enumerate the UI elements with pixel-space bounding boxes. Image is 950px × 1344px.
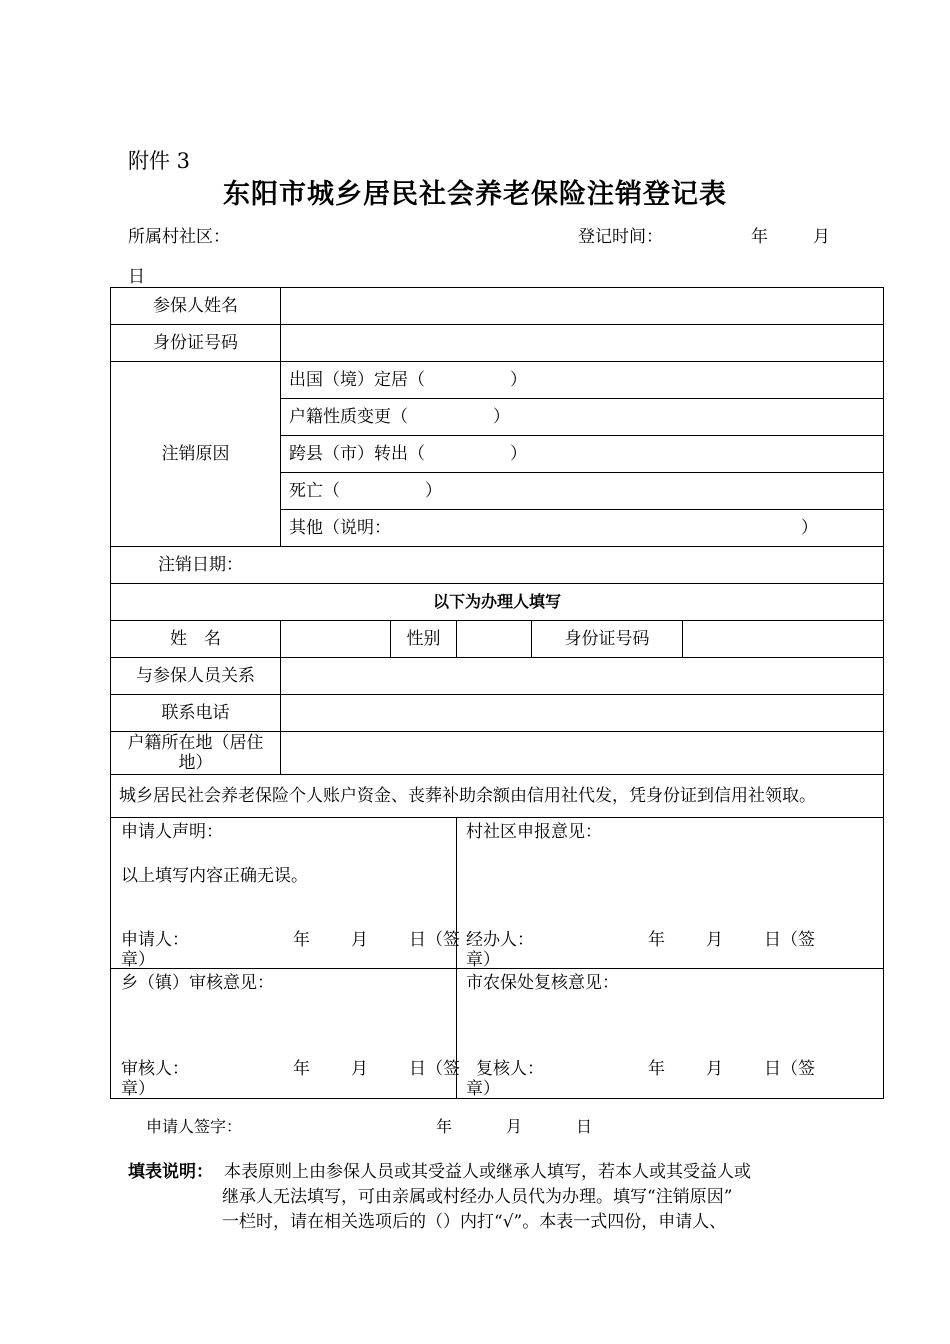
applicant-declaration-label: 申请人声明： xyxy=(121,822,223,842)
insured-id-label: 身份证号码 xyxy=(111,325,281,362)
instructions-line-3: 一栏时，请在相关选项后的（）内打“√”。本表一式四份，申请人、 xyxy=(222,1212,727,1232)
rechecker-day-seal: 日（签 xyxy=(764,1059,815,1079)
relation-label: 与参保人员关系 xyxy=(111,658,281,695)
phone-field[interactable] xyxy=(281,695,884,732)
signature-day: 日 xyxy=(576,1117,593,1136)
applicant-day-seal: 日（签 xyxy=(409,930,460,950)
registration-day: 日 xyxy=(128,267,145,287)
applicant-year: 年 xyxy=(293,930,310,950)
reviewer-year: 年 xyxy=(293,1059,310,1079)
applicant-month: 月 xyxy=(351,930,368,950)
township-opinion-label: 乡（镇）审核意见： xyxy=(121,973,274,993)
instructions-label: 填表说明： xyxy=(128,1162,213,1182)
agent-section-header: 以下为办理人填写 xyxy=(111,584,884,621)
reviewer-month: 月 xyxy=(351,1059,368,1079)
instructions-line-2: 继承人无法填写，可由亲属或村经办人员代为办理。填写“注销原因” xyxy=(222,1187,733,1207)
community-opinion-cell[interactable] xyxy=(457,818,884,969)
reviewer-sign-label: 审核人： xyxy=(121,1059,189,1079)
registration-form-table xyxy=(110,287,884,1099)
handler-seal-end: 章） xyxy=(466,950,500,970)
handler-day-seal: 日（签 xyxy=(764,930,815,950)
registration-month: 月 xyxy=(813,227,830,247)
reason-option-emigration[interactable]: 出国（境）定居（ ） xyxy=(281,362,884,399)
form-title: 东阳市城乡居民社会养老保险注销登记表 xyxy=(223,179,727,210)
insured-name-label: 参保人姓名 xyxy=(111,288,281,325)
payout-notice: 城乡居民社会养老保险个人账户资金、丧葬补助余额由信用社代发，凭身份证到信用社领取。 xyxy=(111,775,884,818)
applicant-declaration-text: 以上填写内容正确无误。 xyxy=(121,866,308,886)
gender-field[interactable] xyxy=(457,621,532,658)
rechecker-sign-label: 复核人： xyxy=(476,1059,544,1079)
reviewer-seal-end: 章） xyxy=(121,1079,155,1099)
rechecker-year: 年 xyxy=(648,1059,665,1079)
township-opinion-cell[interactable] xyxy=(111,969,460,1099)
insured-name-field[interactable] xyxy=(281,288,884,325)
reviewer-day-seal: 日（签 xyxy=(409,1059,460,1079)
applicant-signature-label: 申请人签字： xyxy=(146,1117,243,1136)
rechecker-month: 月 xyxy=(706,1059,723,1079)
agent-id-label: 身份证号码 xyxy=(532,621,683,658)
residence-label: 户籍所在地（居住地） xyxy=(111,732,281,775)
reason-option-household-change[interactable]: 户籍性质变更（ ） xyxy=(281,399,884,436)
community-opinion-label: 村社区申报意见： xyxy=(466,822,602,842)
reason-option-other[interactable] xyxy=(281,510,884,547)
applicant-declaration-cell[interactable] xyxy=(111,818,460,970)
registration-date-label: 登记时间： xyxy=(578,227,663,247)
rechecker-seal-end: 章） xyxy=(466,1079,500,1099)
community-label: 所属村社区： xyxy=(128,227,230,247)
signature-month: 月 xyxy=(506,1117,523,1136)
phone-label: 联系电话 xyxy=(111,695,281,732)
handler-sign-label: 经办人： xyxy=(466,930,534,950)
applicant-seal-end: 章） xyxy=(121,950,155,970)
gender-label: 性别 xyxy=(391,621,457,658)
relation-field[interactable] xyxy=(281,658,884,695)
handler-year: 年 xyxy=(648,930,665,950)
agent-id-field[interactable] xyxy=(683,621,884,658)
city-opinion-cell[interactable] xyxy=(457,969,884,1099)
city-opinion-label: 市农保处复核意见： xyxy=(466,973,619,993)
insured-id-field[interactable] xyxy=(281,325,884,362)
residence-field[interactable] xyxy=(281,732,884,775)
reason-other-text: 其他（说明： xyxy=(289,518,391,538)
agent-name-label: 姓 名 xyxy=(111,621,281,658)
cancel-date-field[interactable]: 注销日期： xyxy=(111,547,884,584)
applicant-sign-label: 申请人： xyxy=(121,930,189,950)
reason-option-death[interactable]: 死亡（ ） xyxy=(281,473,884,510)
reason-option-transfer-out[interactable]: 跨县（市）转出（ ） xyxy=(281,436,884,473)
cancel-reason-label: 注销原因 xyxy=(111,362,281,547)
attachment-label: 附件 3 xyxy=(128,149,191,173)
signature-year: 年 xyxy=(436,1117,453,1136)
agent-name-field[interactable] xyxy=(281,621,391,658)
reason-other-close: ） xyxy=(801,518,818,538)
instructions-line-1: 本表原则上由参保人员或其受益人或继承人填写，若本人或其受益人或 xyxy=(224,1162,751,1182)
registration-year: 年 xyxy=(751,227,768,247)
handler-month: 月 xyxy=(706,930,723,950)
